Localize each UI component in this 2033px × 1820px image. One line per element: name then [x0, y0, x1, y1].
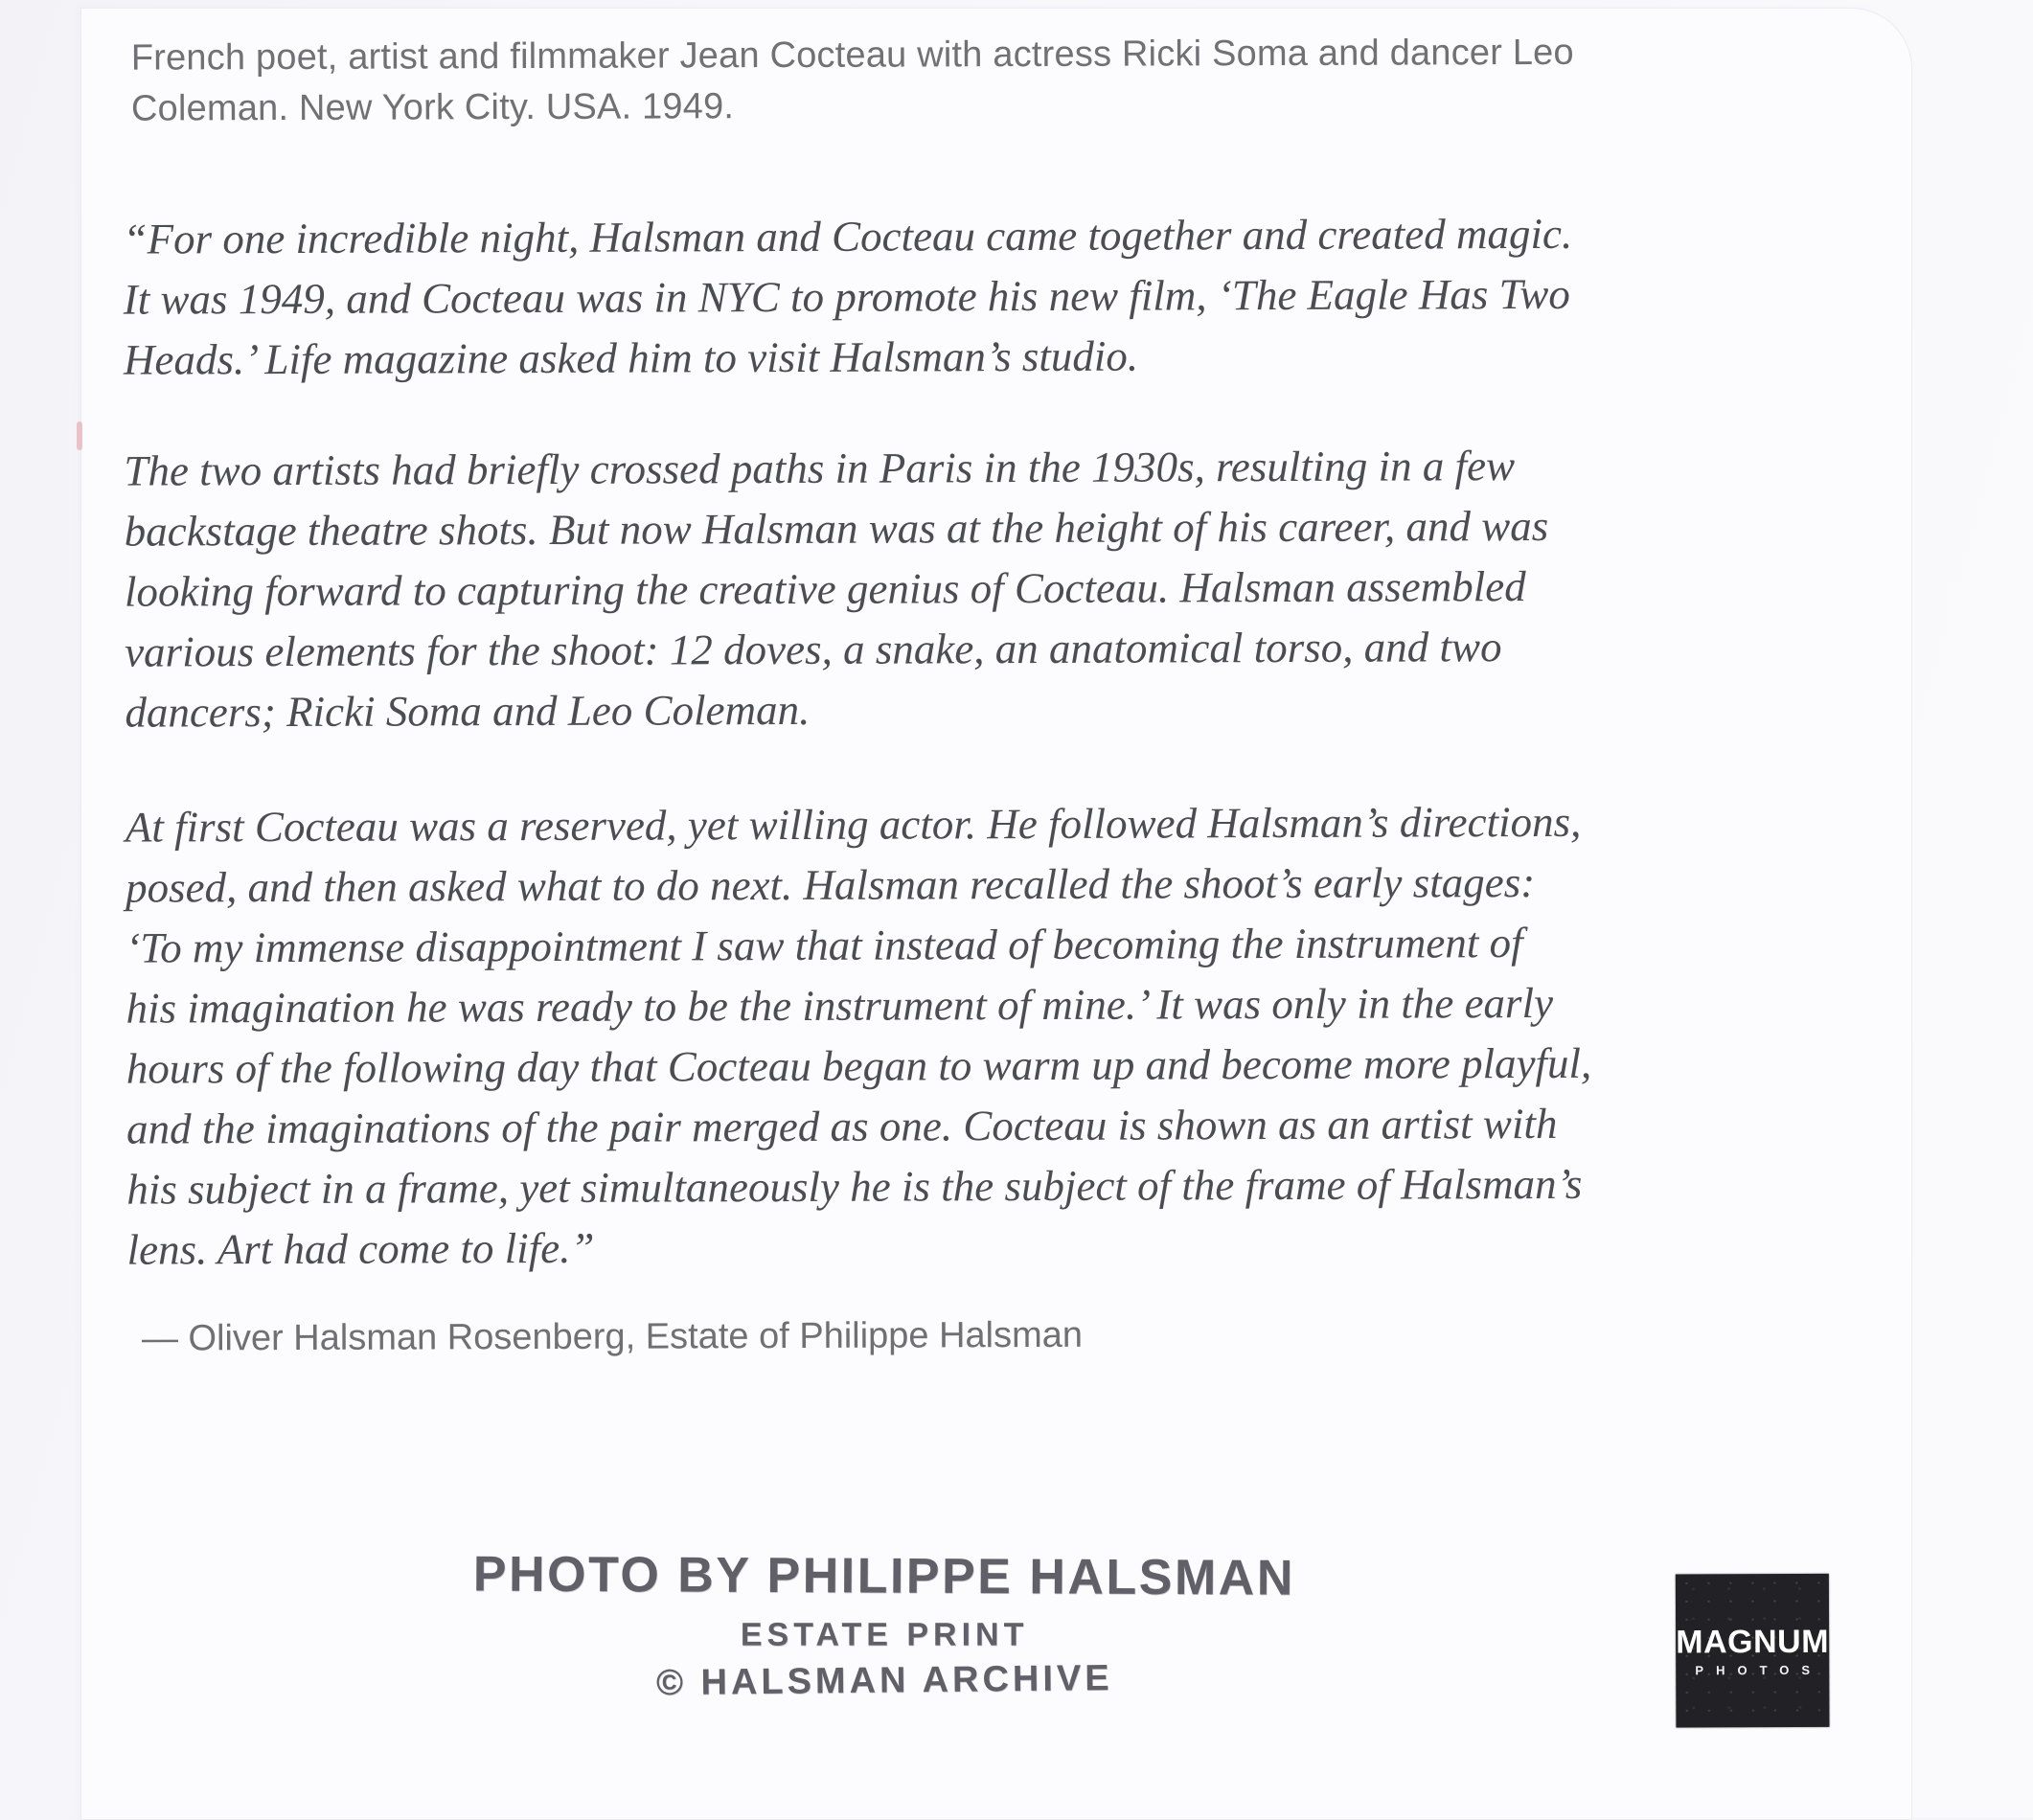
- body-line: backstage theatre shots. But now Halsman was at the height of his career, and was: [124, 501, 1549, 556]
- body-line: and the imaginations of the pair merged as one. Cocteau is shown as an artist with: [126, 1099, 1558, 1153]
- halsman-stamp: [453, 1544, 1316, 1704]
- body-line: It was 1949, and Cocteau was in NYC to promote his new film, ‘The Eagle Has Two: [123, 269, 1570, 324]
- quote-paragraph-3: [126, 792, 1592, 1281]
- body-line: The two artists had briefly crossed paths in Paris in the 1930s, resulting in a few: [124, 442, 1516, 495]
- body-line: At first Cocteau was a reserved, yet willing actor. He followed Halsman’s directions,: [125, 797, 1582, 852]
- body-line: Heads.’ Life magazine asked him to visit Halsman’s studio.: [123, 331, 1139, 384]
- body-line: his subject in a frame, yet simultaneously he is the subject of the frame of Halsman’s: [126, 1159, 1583, 1214]
- stamp-line-estate-print: ESTATE PRINT: [740, 1616, 1029, 1653]
- quote-paragraph-1: [123, 204, 1572, 391]
- stamp-line-archive: © HALSMAN ARCHIVE: [655, 1658, 1113, 1704]
- quote-paragraph-2: [124, 436, 1549, 743]
- magnum-logo-subtitle: PHOTOS: [1695, 1662, 1823, 1677]
- stamp-line-photo-by: PHOTO BY PHILIPPE HALSMAN: [472, 1546, 1296, 1606]
- body-line: looking forward to capturing the creative genius of Cocteau. Halsman assembled: [124, 562, 1526, 616]
- body-line: hours of the following day that Cocteau began to warm up and become more playful,: [126, 1038, 1592, 1093]
- body-line: posed, and then asked what to do next. Halsman recalled the shoot’s early stages:: [126, 858, 1536, 912]
- caption-line: French poet, artist and filmmaker Jean Cocteau with actress Ricki Soma and dancer Leo: [130, 32, 1574, 79]
- photo-caption: [131, 28, 1574, 135]
- body-line: ‘To my immense disappointment I saw that instead of becoming the instrument of: [126, 919, 1523, 972]
- attribution-line: — Oliver Halsman Rosenberg, Estate of Philippe Halsman: [141, 1314, 1084, 1359]
- body-line: “For one incredible night, Halsman and Cocteau came together and created magic.: [123, 209, 1573, 263]
- magnum-photos-logo: [1676, 1574, 1830, 1728]
- magnum-logo-title: MAGNUM: [1676, 1623, 1830, 1660]
- caption-line: Coleman. New York City. USA. 1949.: [130, 86, 735, 129]
- body-line: his imagination he was ready to be the instrument of mine.’ It was only in the early: [126, 978, 1554, 1033]
- body-line: dancers; Ricki Soma and Leo Coleman.: [125, 685, 811, 737]
- body-line: various elements for the shoot: 12 doves, a snake, an anatomical torso, and two: [125, 623, 1502, 676]
- body-line: lens. Art had come to life.”: [126, 1223, 595, 1274]
